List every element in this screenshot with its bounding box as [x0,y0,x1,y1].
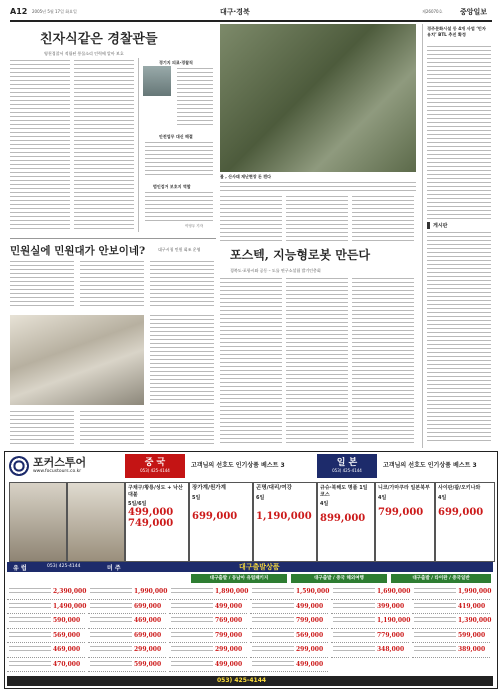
product-desc [9,603,51,611]
product-desc [90,603,132,611]
article-subhead: 대구시청 민원 회조 운영 [158,247,201,252]
article-subhead: 영천경찰서 적립된 풍물소리 인력에 알아 보호 [44,51,124,56]
product-price: 1,890,000 [215,588,249,595]
product-price: 799,000 [296,617,324,624]
price-row[interactable] [412,601,490,615]
product-desc [333,588,375,596]
price-row[interactable] [88,615,166,629]
china-header [125,454,185,478]
product-days: 4일 [320,501,329,507]
region-label: 중 국 [144,458,166,468]
article-headline: 포스텍, 지능형로봇 만든다 [230,248,371,262]
board-list [427,232,491,444]
body-column [177,68,213,128]
product-name: 곤명/대리/여강 [256,485,292,491]
right-column [422,24,493,448]
price-row[interactable] [412,644,490,658]
product-price: 699,000 [134,631,162,639]
tour-ad [4,451,498,689]
product-desc [414,646,456,654]
page-number: A12 [10,7,28,16]
product-name: 규슈·북해도 명품 1일 코스 [320,485,368,498]
price-grid [7,586,493,674]
product-price: 769,000 [215,617,243,624]
product-price: 590,000 [53,617,81,624]
paper-name: 중앙일보 [460,7,488,16]
price-row[interactable] [169,601,247,615]
product-desc [414,617,456,625]
product-desc [9,588,51,596]
body-column [10,60,70,230]
price-row[interactable] [7,586,85,600]
caption-text [220,182,416,192]
product-price: 299,000 [134,646,162,653]
price-row[interactable] [250,615,328,629]
price-row[interactable] [7,644,85,658]
region-phone: 053) 425-4144 [47,564,81,569]
product-desc [9,646,51,654]
price-row[interactable] [331,644,409,658]
body-column [220,196,282,244]
price-row[interactable] [7,601,85,615]
product-desc [252,603,294,611]
product-price: 499,000 [296,660,324,668]
product-price: 419,000 [458,602,486,610]
company-url[interactable]: www.focustours.co.kr [33,469,82,474]
product-card[interactable] [317,482,375,562]
product-price: 499,000 [128,507,174,518]
product-desc [90,661,132,669]
price-row[interactable] [169,644,247,658]
product-days: 4일 [438,494,447,501]
body-column [10,261,74,309]
article-forest [220,24,416,448]
article-headline: 민원실에 민원대가 안보이네? [10,245,146,257]
product-desc [9,617,51,625]
product-desc [171,646,213,654]
ad-logo [7,454,125,480]
issue-date: 2005년 5월 17일 화요일 [32,9,77,14]
body-column [80,411,144,445]
side-heading: 안전업무 대신 해결 [159,134,193,139]
product-price: 399,000 [377,602,405,610]
body-column [145,142,213,178]
product-desc [252,588,294,596]
region-phone: 053) 425-4144 [332,468,362,473]
product-desc [90,617,132,625]
product-desc [171,588,213,596]
center-banner: 대구출발상품 [239,563,280,571]
side-heading: 범인검거 보호지 역할 [153,184,191,189]
byline: 이영우 기자 [185,224,204,228]
photo-caption: 불 , 산사태 재난현장 돈 캔다 [220,174,271,179]
product-price: 469,000 [53,646,81,653]
price-row[interactable] [88,630,166,644]
body-column [286,196,348,244]
page-header [10,6,492,22]
price-row[interactable] [250,630,328,644]
price-row[interactable] [331,630,409,644]
price-row[interactable] [331,615,409,629]
article-police [10,24,216,234]
article-photo [10,315,144,405]
product-desc [171,603,213,611]
japan-header [317,454,377,478]
ad-footer [7,676,493,686]
product-price: 569,000 [296,631,324,639]
product-desc [333,632,375,640]
price-row[interactable] [7,659,85,673]
product-price: 299,000 [215,646,243,653]
body-column [286,278,348,444]
product-price: 749,000 [128,518,174,529]
article-subhead: 경북도·포항시와 공동 – 도를 연구소설립 발기인총회 [230,268,321,273]
product-price: 299,000 [296,646,324,653]
price-row[interactable] [412,630,490,644]
body-column [150,315,214,405]
region-band [7,562,493,572]
body-column [80,261,144,309]
product-desc [90,632,132,640]
price-row[interactable] [88,659,166,673]
product-price: 469,000 [134,617,162,624]
product-price: 699,000 [134,602,162,610]
product-desc [414,588,456,596]
region-label: 일 본 [336,458,358,468]
product-days: 5일 [192,495,201,501]
product-desc [333,603,375,611]
price-row[interactable] [412,586,490,600]
product-desc [252,632,294,640]
body-column [150,411,214,445]
price-row[interactable] [88,644,166,658]
price-row[interactable] [331,586,409,600]
logo-circle-icon [9,456,29,476]
china-slogan: 고객님의 선호도 인기상품 베스트 3 [191,462,285,469]
product-price: 1,690,000 [377,588,411,595]
category-tab[interactable]: 대구출발 / 동남아 유럽패키지 [191,574,287,583]
product-price: 1,390,000 [458,617,492,624]
product-desc [9,632,51,640]
company-name: 포커스투어 [33,456,87,469]
product-desc [414,603,456,611]
product-desc [414,632,456,640]
board-heading: 게시판 [427,222,448,229]
article-civil [10,238,216,449]
article-headline: 경주문화시설 등 4개 사업 ‘민자 유치’ BTL 추진 확정 [427,26,486,37]
region-label: 미 주 [107,565,121,572]
product-desc [252,646,294,654]
price-row[interactable] [250,659,328,673]
product-price: 470,000 [53,660,81,668]
model-photo [9,482,67,562]
body-column [74,60,134,230]
price-row[interactable] [169,659,247,673]
product-card[interactable] [125,482,189,562]
body-column [220,278,282,444]
product-desc [333,617,375,625]
product-desc [9,661,51,669]
body-column [427,46,491,220]
category-tab[interactable]: 대구출발 / 중국 해외여행 [291,574,387,583]
price-row[interactable] [250,644,328,658]
product-price: 799,000 [215,631,243,639]
product-price: 569,000 [53,631,81,639]
product-name: 사이판/괌/오키나와 [438,485,481,491]
product-card[interactable] [253,482,317,562]
price-row[interactable] [250,586,328,600]
product-price: 1,990,000 [458,588,492,595]
product-desc [90,646,132,654]
product-price: 1,590,000 [296,588,330,595]
product-days: 4일 [378,494,387,501]
product-desc [171,632,213,640]
region-phone: 053) 425-4144 [140,468,170,473]
product-price: 348,000 [377,646,405,653]
region-label: 유 럽 [13,565,27,572]
price-row[interactable] [250,601,328,615]
product-price: 499,000 [296,602,324,610]
price-row[interactable] [412,615,490,629]
product-price: 699,000 [438,506,484,518]
product-name: 니코/가마쿠라 일본북부 [378,485,430,491]
product-price: 1,190,000 [256,511,312,522]
product-price: 499,000 [215,660,243,668]
body-column [145,192,213,222]
product-desc [90,588,132,596]
product-desc [252,661,294,669]
product-name: 장가계/원가계 [192,485,226,491]
product-price: 599,000 [134,660,162,668]
product-price: 499,000 [215,602,243,610]
product-desc [171,661,213,669]
product-price: 1,490,000 [53,602,87,610]
product-price: 1,190,000 [377,617,411,624]
product-desc [252,617,294,625]
product-card[interactable] [375,482,435,562]
product-card[interactable] [189,482,253,562]
product-price: 699,000 [192,511,238,522]
body-column [150,261,214,309]
body-column [352,196,414,244]
body-column [352,278,414,444]
forest-photo [220,24,416,172]
side-heading: 경기지 의료·경찰직 [159,60,193,65]
footer-phone[interactable]: 053) 425-4144 [217,677,267,684]
product-price: 899,000 [320,513,366,524]
model-photo [67,482,125,562]
product-price: 1,990,000 [134,588,168,595]
price-row[interactable] [169,630,247,644]
section-title: 대구·경북 [220,8,250,16]
price-row[interactable] [169,586,247,600]
price-row[interactable] [88,601,166,615]
price-row[interactable] [169,615,247,629]
price-row[interactable] [7,615,85,629]
product-days: 6일 [256,495,265,501]
product-desc [333,646,375,654]
product-price: 779,000 [377,631,405,639]
product-name: 구채구/황룡/성도 + 낙산대불 [128,485,183,498]
price-row[interactable] [331,601,409,615]
product-days: 5일/6일 [128,501,147,507]
product-price: 2,390,000 [53,588,87,595]
product-card[interactable] [435,482,495,562]
body-column [10,411,74,445]
sidebar-box [138,58,215,232]
product-price: 389,000 [458,646,486,653]
side-photo [143,66,171,96]
category-tab[interactable]: 대구출발 / 타이완 / 중국일반 [391,574,491,583]
article-headline: 친자식같은 경찰관들 [40,32,158,47]
issue-number: 제26070호 [422,9,443,14]
price-row[interactable] [88,586,166,600]
product-price: 599,000 [458,631,486,639]
product-price: 799,000 [378,506,424,518]
japan-slogan: 고객님의 선호도 인기상품 베스트 3 [383,462,477,469]
product-desc [171,617,213,625]
price-row[interactable] [7,630,85,644]
